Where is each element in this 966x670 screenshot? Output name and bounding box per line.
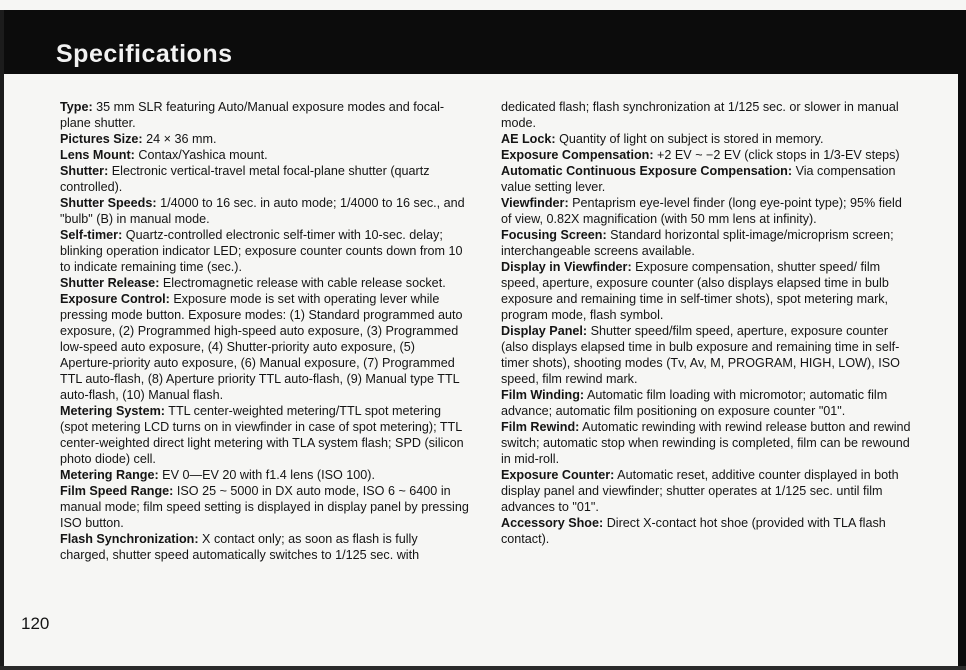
top-margin-strip: [0, 0, 966, 10]
spec-description: Electronic vertical-travel metal focal-plane shutter (quartz controlled).: [60, 164, 430, 194]
spec-entry: [501, 515, 913, 547]
spec-entry: [60, 403, 470, 467]
spec-description: Shutter speed/film speed, aperture, exposure counter (also displays elapsed time in bulb exposure and remaining time in self-timer shots), shooting modes (Tv, Av, M, PROGRAM, HIGH, LOW), ISO speed, film rewind mark.: [501, 324, 900, 386]
left-page-edge: [0, 10, 4, 670]
spec-entry: [501, 163, 913, 195]
spec-description: TTL center-weighted metering/TTL spot metering (spot metering LCD turns on in viewfinder in case of spot metering); TTL center-weighted direct light metering with TLA system flash; SPD (silicon photo diode) cell.: [60, 404, 464, 466]
page-number: 120: [21, 614, 50, 633]
left-column: [60, 99, 470, 563]
spec-entry: [60, 291, 470, 403]
spec-entry: [501, 323, 913, 387]
spec-term: Self-timer:: [60, 228, 123, 242]
spec-entry: [501, 147, 913, 163]
spec-description: Standard horizontal split-image/microprism screen; interchangeable screens available.: [501, 228, 894, 258]
spec-term: Shutter Release:: [60, 276, 160, 290]
spec-entry: [60, 227, 470, 275]
spec-entry: [60, 131, 470, 147]
spec-entry: [60, 531, 470, 563]
spec-term: AE Lock:: [501, 132, 556, 146]
spec-term: Film Speed Range:: [60, 484, 174, 498]
spec-term: Metering Range:: [60, 468, 159, 482]
spec-entry: [501, 99, 913, 131]
spec-term: Display in Viewfinder:: [501, 260, 632, 274]
spec-description: 35 mm SLR featuring Auto/Manual exposure modes and focal-plane shutter.: [60, 100, 445, 130]
spec-entry: [501, 131, 913, 147]
spec-entry: [501, 227, 913, 259]
spec-term: Exposure Compensation:: [501, 148, 654, 162]
spec-term: Display Panel:: [501, 324, 588, 338]
spec-term: Film Rewind:: [501, 420, 580, 434]
spec-description: Quantity of light on subject is stored in memory.: [555, 132, 824, 146]
spec-description: 1/4000 to 16 sec. in auto mode; 1/4000 to 16 sec., and "bulb" (B) in manual mode.: [60, 196, 465, 226]
spec-entry: [60, 163, 470, 195]
spec-entry: [60, 99, 470, 131]
spec-description: Via compensation value setting lever.: [501, 164, 896, 194]
spec-entry: [501, 387, 913, 419]
spec-description: Automatic rewinding with rewind release button and rewind switch; automatic stop when rewinding is completed, film can be rewound in mid-roll.: [501, 420, 911, 466]
spec-description: Exposure mode is set with operating lever while pressing mode button. Exposure modes: (1) Standard programmed auto exposure, (2) Programmed high-speed auto exposure, (3) Programmed low-speed auto exposure, (4) Shutter-priority auto exposure, (5) Aperture-priority auto exposure, (6) Manual exposure, (7) Programmed TTL auto-flash, (8) Aperture priority TTL auto-flash, (9) Manual type TTL auto-flash, (10) Manual flash.: [60, 292, 463, 402]
page-title: Specifications: [56, 40, 233, 68]
spec-entry: [501, 259, 913, 323]
spec-description: Automatic film loading with micromotor; automatic film advance; automatic film positioning on exposure counter "01".: [501, 388, 888, 418]
spec-term: Focusing Screen:: [501, 228, 607, 242]
spec-description: 24 × 36 mm.: [142, 132, 217, 146]
spec-term: Shutter:: [60, 164, 109, 178]
spec-description: +2 EV ~ −2 EV (click stops in 1/3-EV steps): [653, 148, 900, 162]
spec-entry: [60, 483, 470, 531]
spec-entry: [501, 419, 913, 467]
spec-term: Pictures Size:: [60, 132, 143, 146]
spec-description: EV 0—EV 20 with f1.4 lens (ISO 100).: [158, 468, 375, 482]
spec-description: Quartz-controlled electronic self-timer with 10-sec. delay; blinking operation indicator LED; exposure counter counts down from 10 to indicate remaining time (sec.).: [60, 228, 463, 274]
right-page-edge: [958, 74, 966, 670]
header-bar: [0, 0, 966, 74]
spec-description: Pentaprism eye-level finder (long eye-point type); 95% field of view, 0.82X magnification (with 50 mm lens at infinity).: [501, 196, 902, 226]
spec-entry: [60, 467, 470, 483]
spec-term: Shutter Speeds:: [60, 196, 157, 210]
spec-description: ISO 25 ~ 5000 in DX auto mode, ISO 6 ~ 6400 in manual mode; film speed setting is displayed in display panel by pressing ISO button.: [60, 484, 469, 530]
spec-term: Film Winding:: [501, 388, 585, 402]
spec-entry: [501, 467, 913, 515]
spec-term: Exposure Control:: [60, 292, 170, 306]
spec-description: Contax/Yashica mount.: [134, 148, 268, 162]
right-column: [501, 99, 913, 547]
bottom-page-edge: [0, 666, 966, 670]
spec-term: Flash Synchronization:: [60, 532, 199, 546]
spec-term: Metering System:: [60, 404, 165, 418]
spec-entry: [60, 275, 470, 291]
spec-entry: [60, 195, 470, 227]
spec-entry: [501, 195, 913, 227]
spec-description: Direct X-contact hot shoe (provided with TLA flash contact).: [501, 516, 886, 546]
spec-term: Exposure Counter:: [501, 468, 615, 482]
spec-description: X contact only; as soon as flash is fully charged, shutter speed automatically switches to 1/125 sec. with: [60, 532, 420, 562]
spec-description: Electromagnetic release with cable release socket.: [159, 276, 446, 290]
spec-term: Type:: [60, 100, 93, 114]
spec-description: Exposure compensation, shutter speed/ film speed, aperture, exposure counter (also displays elapsed time in bulb exposure and remaining time in self-timer shots), spot metering mark, program mode, flash symbol.: [501, 260, 889, 322]
spec-entry: [60, 147, 470, 163]
spec-term: Automatic Continuous Exposure Compensation:: [501, 164, 793, 178]
spec-term: Lens Mount:: [60, 148, 135, 162]
spec-term: Accessory Shoe:: [501, 516, 604, 530]
spec-description: Automatic reset, additive counter displayed in both display panel and viewfinder; shutter operates at 1/125 sec. until film advances to "01".: [501, 468, 899, 514]
spec-description: dedicated flash; flash synchronization at 1/125 sec. or slower in manual mode.: [501, 100, 899, 130]
spec-term: Viewfinder:: [501, 196, 569, 210]
